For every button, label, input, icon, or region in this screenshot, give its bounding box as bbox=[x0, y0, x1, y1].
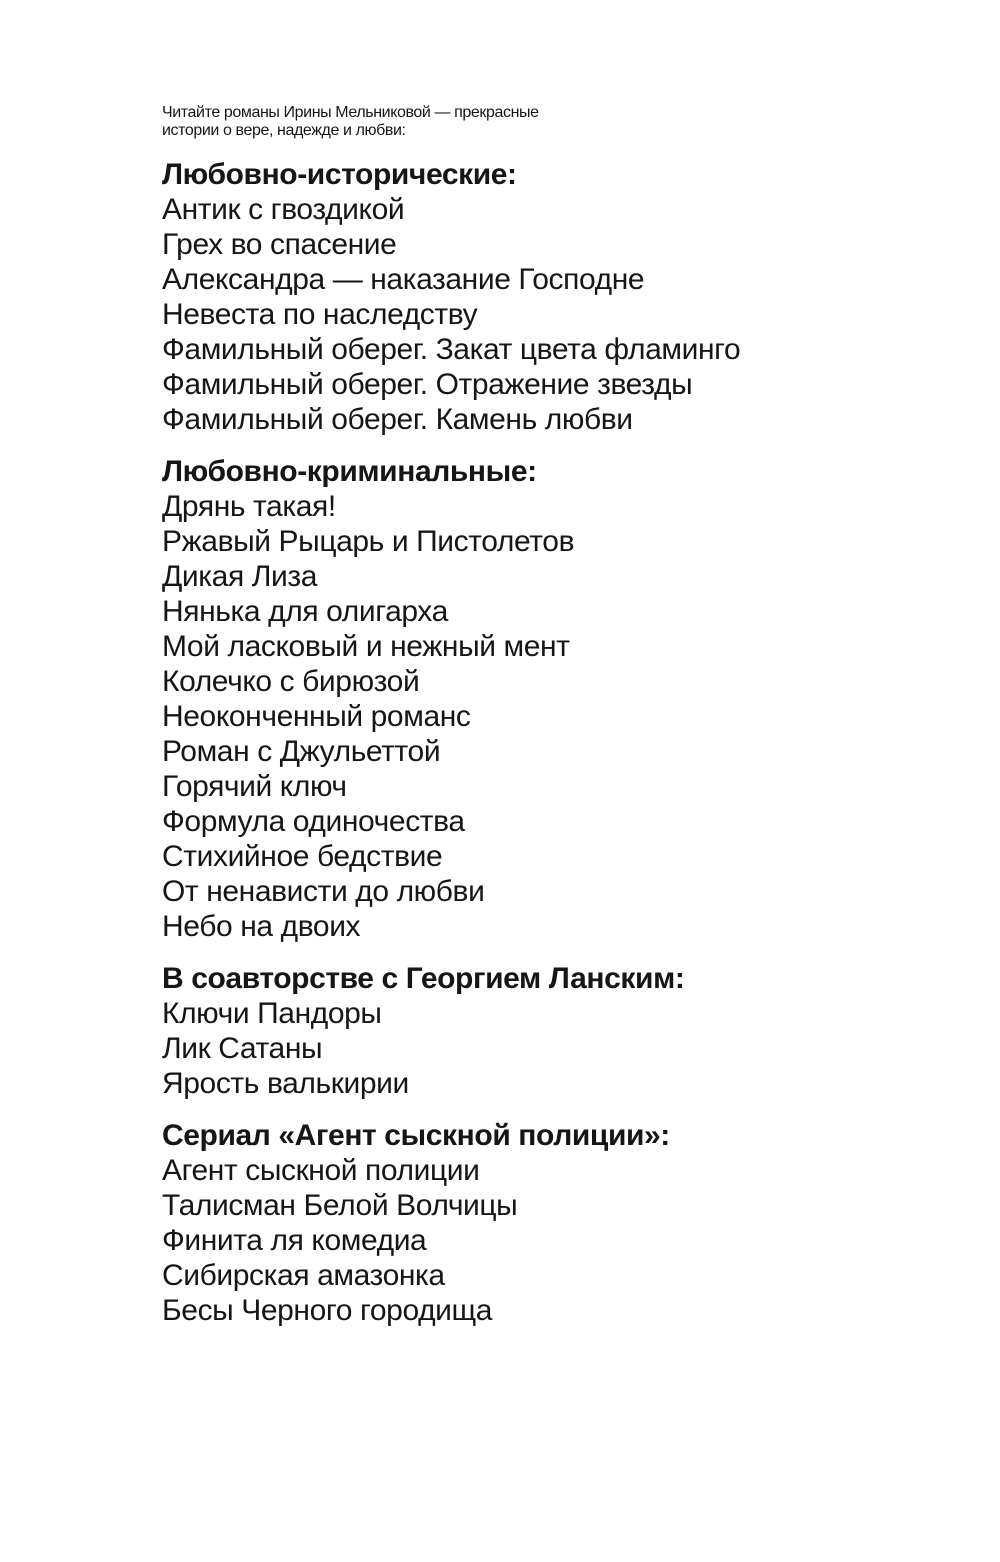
book-title: Бесы Черного городища bbox=[162, 1294, 493, 1327]
intro-line-1: Читайте романы Ирины Мельниковой — прекрасные bbox=[162, 104, 539, 121]
book-title: Финита ля комедиа bbox=[162, 1224, 427, 1257]
section-heading: Любовно-исторические: bbox=[162, 158, 517, 191]
book-title: Антик с гвоздикой bbox=[162, 193, 405, 226]
book-title: Неоконченный романс bbox=[162, 700, 471, 733]
book-title: От ненависти до любви bbox=[162, 875, 485, 908]
book-title: Горячий ключ bbox=[162, 770, 347, 803]
book-title: Роман с Джульеттой bbox=[162, 735, 441, 768]
book-title: Ключи Пандоры bbox=[162, 997, 382, 1030]
book-title: Дикая Лиза bbox=[162, 560, 318, 593]
sections-container bbox=[162, 157, 902, 1328]
book-title: Грех во спасение bbox=[162, 228, 397, 261]
book-title: Стихийное бедствие bbox=[162, 840, 443, 873]
book-title: Колечко с бирюзой bbox=[162, 665, 420, 698]
page-content bbox=[162, 104, 902, 1328]
book-title: Нянька для олигарха bbox=[162, 595, 448, 628]
book-title: Лик Сатаны bbox=[162, 1032, 323, 1065]
book-title: Фамильный оберег. Закат цвета фламинго bbox=[162, 333, 741, 366]
book-section bbox=[162, 961, 902, 1101]
book-title: Талисман Белой Волчицы bbox=[162, 1189, 518, 1222]
book-title: Невеста по наследству bbox=[162, 298, 478, 331]
section-heading: Сериал «Агент сыскной полиции»: bbox=[162, 1119, 670, 1152]
book-title: Фамильный оберег. Камень любви bbox=[162, 403, 633, 436]
book-title: Агент сыскной полиции bbox=[162, 1154, 480, 1187]
book-section bbox=[162, 1118, 902, 1328]
book-title: Мой ласковый и нежный мент bbox=[162, 630, 570, 663]
book-title: Формула одиночества bbox=[162, 805, 465, 838]
book-title: Александра — наказание Господне bbox=[162, 263, 645, 296]
book-title: Дрянь такая! bbox=[162, 490, 336, 523]
book-title: Ржавый Рыцарь и Пистолетов bbox=[162, 525, 575, 558]
book-title: Фамильный оберег. Отражение звезды bbox=[162, 368, 693, 401]
book-title: Небо на двоих bbox=[162, 910, 361, 943]
section-heading: Любовно-криминальные: bbox=[162, 455, 537, 488]
intro-line-2: истории о вере, надежде и любви: bbox=[162, 122, 406, 139]
book-title: Сибирская амазонка bbox=[162, 1259, 445, 1292]
section-heading: В соавторстве с Георгием Ланским: bbox=[162, 962, 685, 995]
book-section bbox=[162, 157, 902, 437]
book-title: Ярость валькирии bbox=[162, 1067, 409, 1100]
book-section bbox=[162, 454, 902, 944]
